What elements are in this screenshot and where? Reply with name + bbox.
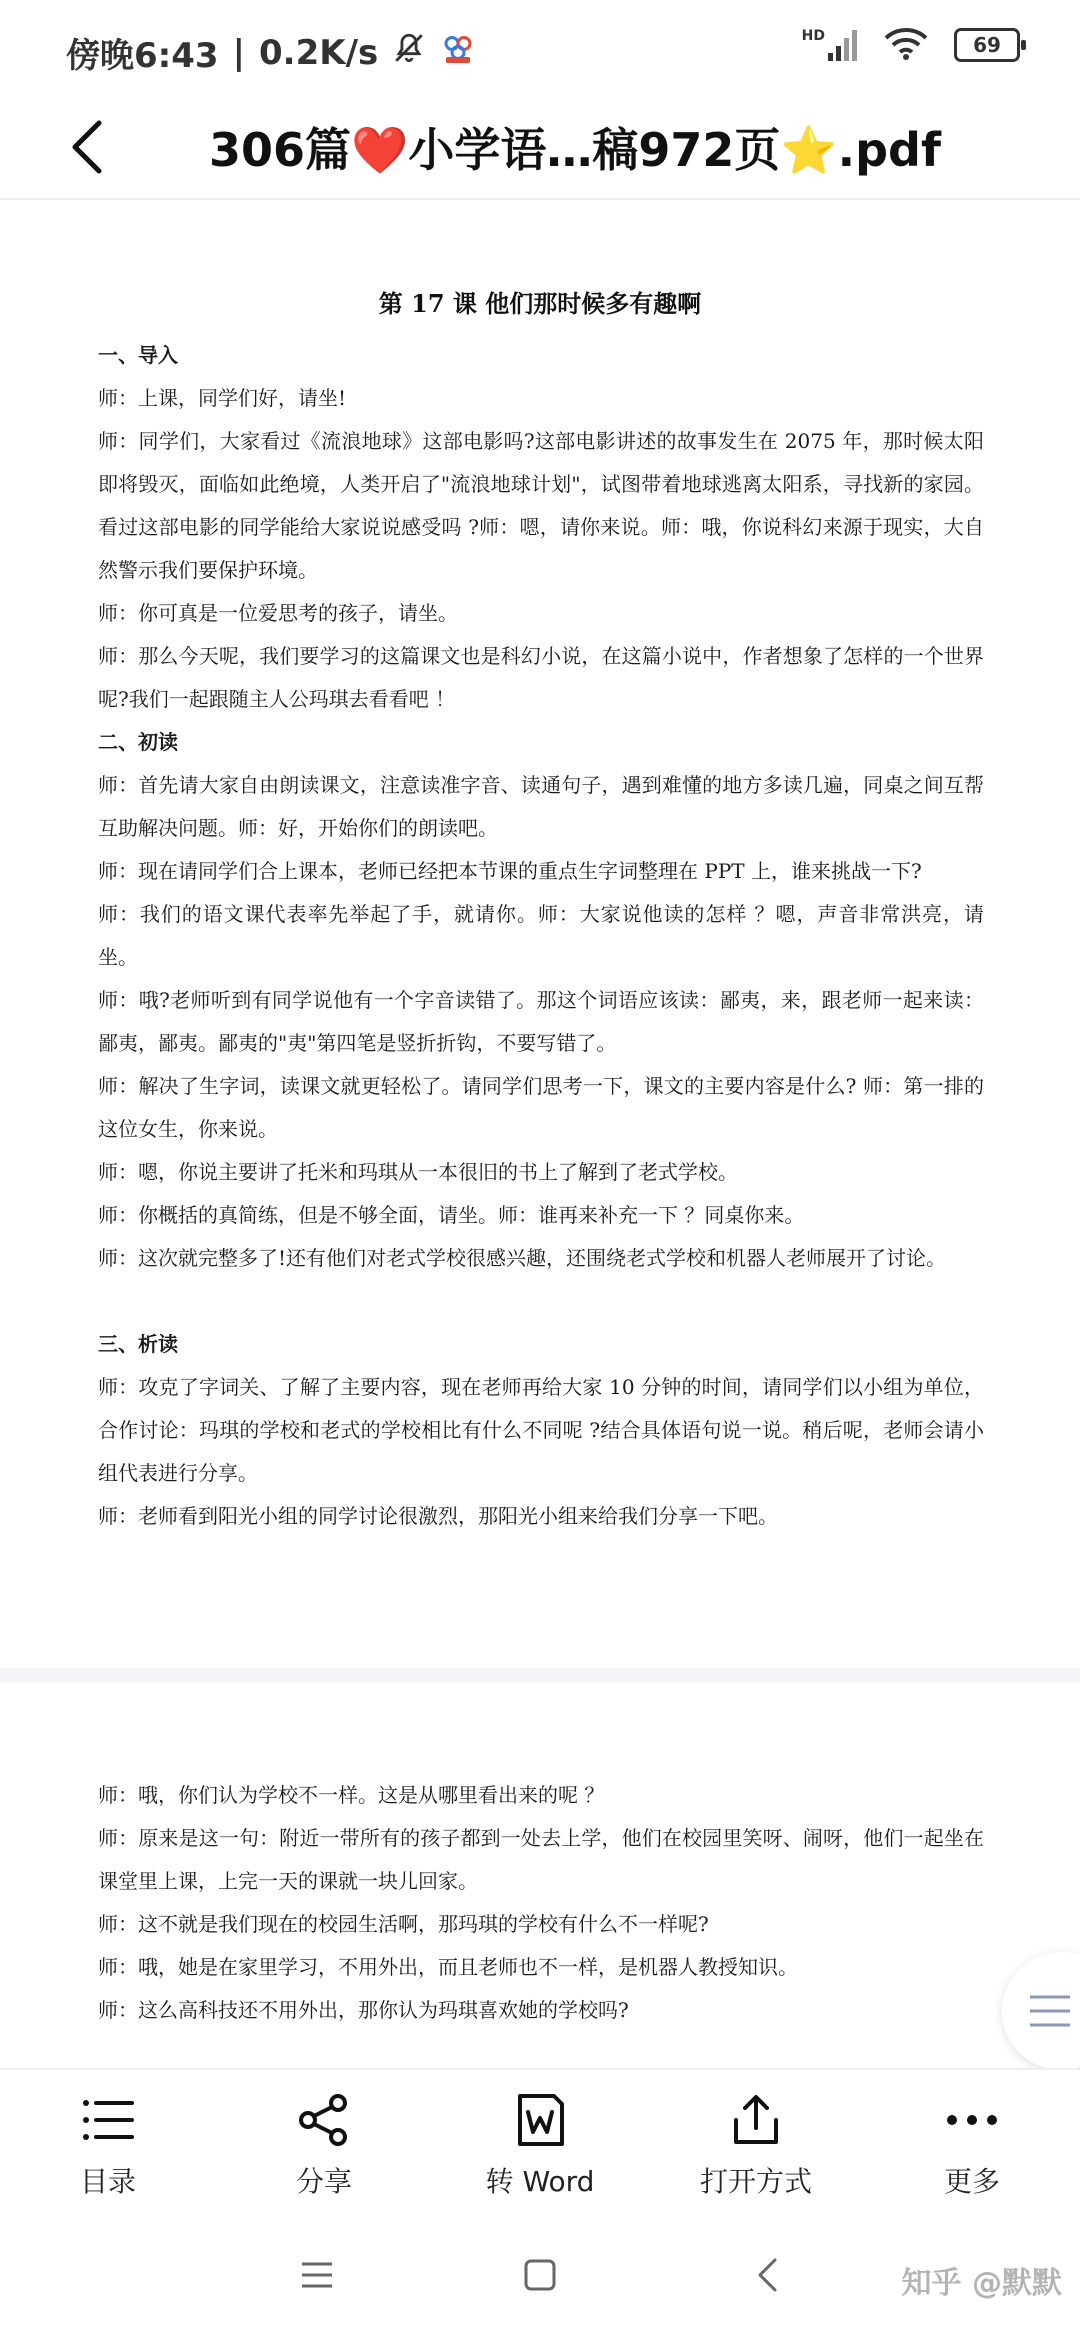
- system-back-button[interactable]: [742, 2250, 792, 2300]
- paragraph: 师：原来是这一句：附近一带所有的孩子都到一处去上学，他们在校园里笑呀、闹呀，他们一起坐在课堂里上课，上完一天的课就一块儿回家。: [98, 1826, 984, 1893]
- list-icon: [78, 2090, 138, 2150]
- convert-word-button[interactable]: [432, 2070, 648, 2212]
- battery-indicator: 69: [954, 28, 1020, 62]
- share-label: 分享: [295, 2165, 352, 2198]
- app-header: [0, 96, 1080, 200]
- section-heading: 三、析读: [98, 1332, 178, 1356]
- wifi-icon: [884, 26, 928, 64]
- network-type: HD: [801, 28, 825, 44]
- more-button[interactable]: [864, 2070, 1080, 2212]
- status-left: [66, 28, 476, 77]
- share-icon: [294, 2090, 354, 2150]
- paragraph: 师：老师看到阳光小组的同学讨论很激烈，那阳光小组来给我们分享一下吧。: [98, 1504, 778, 1528]
- pdf-page-1: [0, 200, 1080, 1668]
- share-button[interactable]: [216, 2070, 432, 2212]
- more-label: 更多: [943, 2165, 1000, 2198]
- lesson-title: 第 17 课 他们那时候多有趣啊: [378, 289, 702, 318]
- word-convert-icon: [510, 2090, 570, 2150]
- convert-word-label: 转 Word: [485, 2165, 595, 2198]
- app-notification-icon: [440, 30, 476, 75]
- paragraph: 师：攻克了字词关、了解了主要内容，现在老师再给大家 10 分钟的时间，请同学们以小组为单位，合作讨论：玛琪的学校和老式的学校相比有什么不同呢 ?结合具体语句说一说。稍后呢，老师会请小组代表进行分享。: [98, 1375, 984, 1485]
- zhihu-watermark: 知乎 @默默: [901, 2266, 1062, 2301]
- toc-button[interactable]: [0, 2070, 216, 2212]
- paragraph: 师：哦，她是在家里学习，不用外出，而且老师也不一样，是机器人教授知识。: [98, 1955, 798, 1979]
- bottom-toolbar: [0, 2068, 1080, 2212]
- status-bar: [0, 0, 1080, 96]
- section-heading: 二、初读: [98, 730, 178, 754]
- paragraph: 师：你可真是一位爱思考的孩子，请坐。: [98, 601, 458, 625]
- open-with-button[interactable]: [648, 2070, 864, 2212]
- paragraph: 师：这不就是我们现在的校园生活啊，那玛琪的学校有什么不一样呢?: [98, 1912, 709, 1936]
- more-dots-icon: [942, 2090, 1002, 2150]
- document-filename: 306篇❤️小学语…稿972页⭐.pdf: [209, 123, 941, 177]
- paragraph: 师：我们的语文课代表率先举起了手，就请你。师：大家说他读的怎样 ？嗯，声音非常洪亮，请坐。: [98, 902, 984, 969]
- status-right: [802, 26, 1020, 64]
- paragraph: 师：同学们，大家看过《流浪地球》这部电影吗?这部电影讲述的故事发生在 2075 年，那时候太阳即将毁灭，面临如此绝境，人类开启了"流浪地球计划"，试图带着地球逃离太阳系，寻找新的家园。看过这部电影的同学能给大家说说感受吗 ?师：嗯，请你来说。师：哦，你说科幻来源于现实，大自然警示我们要保护环境。: [98, 429, 984, 582]
- open-with-label: 打开方式: [699, 2165, 812, 2198]
- pdf-viewer[interactable]: [0, 200, 1080, 2070]
- paragraph: 师：哦?老师听到有同学说他有一个字音读错了。那这个词语应该读：鄙夷，来，跟老师一起来读：鄙夷，鄙夷。鄙夷的"夷"第四笔是竖折折钩，不要写错了。: [98, 988, 984, 1055]
- section-heading: 一、导入: [98, 343, 178, 367]
- upload-icon: [726, 2090, 786, 2150]
- paragraph: 师：首先请大家自由朗读课文，注意读准字音、读通句子，遇到难懂的地方多读几遍，同桌之间互帮互助解决问题。师：好，开始你们的朗读吧。: [98, 773, 984, 840]
- paragraph: 师：现在请同学们合上课本，老师已经把本节课的重点生字词整理在 PPT 上，谁来挑战一下?: [98, 859, 922, 883]
- status-separator: |: [232, 32, 245, 73]
- status-speed: 0.2K/s: [259, 32, 379, 73]
- paragraph: 师：你概括的真简练，但是不够全面，请坐。师：谁再来补充一下 ？同桌你来。: [98, 1203, 805, 1227]
- paragraph: 师：这么高科技还不用外出，那你认为玛琪喜欢她的学校吗?: [98, 1998, 629, 2022]
- pdf-page-2: [0, 1682, 1080, 2070]
- paragraph: 师：解决了生字词，读课文就更轻松了。请同学们思考一下，课文的主要内容是什么? 师：第一排的这位女生，你来说。: [98, 1074, 984, 1141]
- paragraph: 师：那么今天呢，我们要学习的这篇课文也是科幻小说，在这篇小说中，作者想象了怎样的一个世界呢?我们一起跟随主人公玛琪去看看吧 ！: [98, 644, 984, 711]
- recent-apps-button[interactable]: [292, 2250, 342, 2300]
- menu-lines-icon: [1028, 1991, 1072, 2031]
- mute-icon: [392, 31, 426, 74]
- paragraph: 师：这次就完整多了!还有他们对老式学校很感兴趣，还围绕老式学校和机器人老师展开了讨论。: [98, 1246, 947, 1270]
- back-button[interactable]: [52, 112, 122, 182]
- signal-icon: [802, 29, 858, 61]
- back-arrow-icon: [67, 119, 107, 175]
- square-icon: [523, 2258, 557, 2292]
- status-time: 傍晚6:43: [66, 36, 219, 76]
- toc-label: 目录: [79, 2165, 136, 2198]
- paragraph: 师：上课，同学们好，请坐!: [98, 386, 347, 410]
- paragraph: 师：哦，你们认为学校不一样。这是从哪里看出来的呢 ？: [98, 1783, 605, 1807]
- menu-icon: [300, 2260, 334, 2290]
- home-button[interactable]: [515, 2250, 565, 2300]
- chevron-left-icon: [755, 2257, 779, 2293]
- paragraph: 师：嗯，你说主要讲了托米和玛琪从一本很旧的书上了解到了老式学校。: [98, 1160, 738, 1184]
